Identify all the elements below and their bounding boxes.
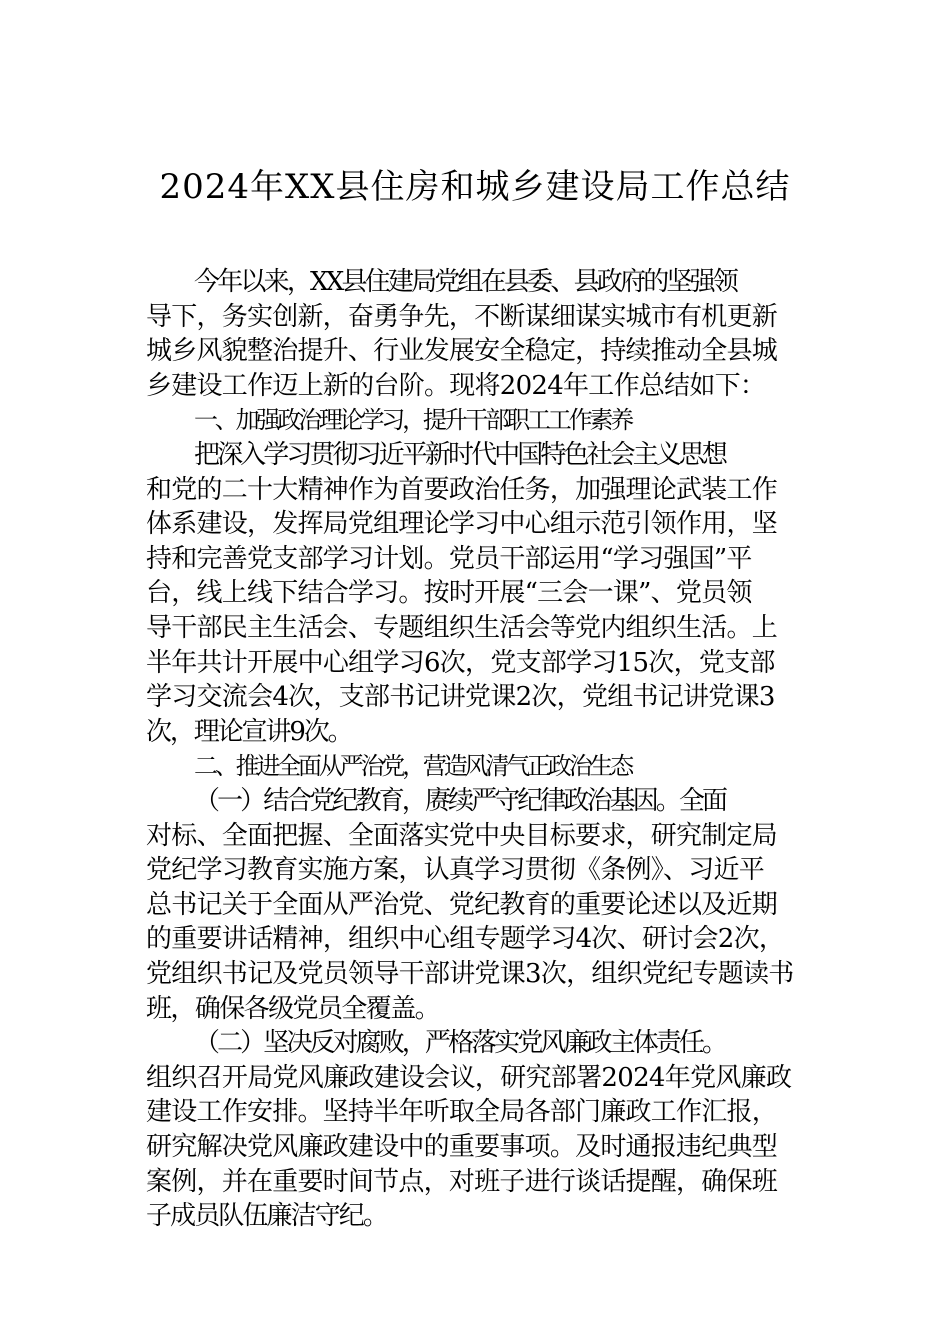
paragraph-line: 体系建设，发挥局党组理论学习中心组示范引领作用，坚 [146,509,778,540]
paragraph-line: 今年以来，XX县住建局党组在县委、县政府的坚强领 [194,267,737,297]
paragraph-line: 组织召开局党风廉政建设会议，研究部署2024年党风廉政 [146,1062,792,1093]
document-title: 2024年XX县住房和城乡建设局工作总结 [159,167,791,207]
paragraph-line: 对标、全面把握、全面落实党中央目标要求，研究制定局 [146,820,778,851]
paragraph-line: 班，确保各级党员全覆盖。 [146,993,440,1024]
paragraph-line: 党组织书记及党员领导干部讲党课3次，组织党纪专题读书 [146,959,794,989]
paragraph-line: 研究解决党风廉政建设中的重要事项。及时通报违纪典型 [146,1132,778,1162]
paragraph-line: 建设工作安排。坚持半年听取全局各部门廉政工作汇报， [146,1097,778,1128]
paragraph-line: 导干部民主生活会、专题组织生活会等党内组织生活。上 [146,613,778,643]
paragraph-line: 次，理论宣讲9次。 [146,716,352,747]
paragraph-line: 台，线上线下结合学习。按时开展“三会一课”、党员领 [146,578,752,609]
paragraph-line: 持和完善党支部学习计划。党员干部运用“学习强国”平 [146,543,752,574]
paragraph-line: 导下，务实创新，奋勇争先，不断谋细谋实城市有机更新 [146,301,778,332]
paragraph-line: 把深入学习贯彻习近平新时代中国特色社会主义思想 [194,440,726,470]
paragraph-line: 的重要讲话精神，组织中心组专题学习4次、研讨会2次， [146,924,785,955]
paragraph-line: 党纪学习教育实施方案，认真学习贯彻《条例》、习近平 [146,855,765,886]
section-heading: 二、推进全面从严治党，营造风清气正政治生态 [194,752,632,781]
paragraph-line: 子成员队伍廉洁守纪。 [146,1201,388,1232]
paragraph-line: 半年共计开展中心组学习6次，党支部学习15次，党支部 [146,647,775,678]
paragraph-line: 学习交流会4次，支部书记讲党课2次，党组书记讲党课3 [146,682,775,713]
section-heading: 一、加强政治理论学习，提升干部职工工作素养 [194,406,632,435]
paragraph-line: 城乡风貌整治提升、行业发展安全稳定，持续推动全县城 [146,336,778,367]
paragraph-line: （一）结合党纪教育，赓续严守纪律政治基因。全面 [194,786,726,816]
paragraph-line: 总书记关于全面从严治党、党纪教育的重要论述以及近期 [146,889,778,920]
paragraph-line: 乡建设工作迈上新的台阶。现将2024年工作总结如下： [146,370,766,401]
paragraph-line: （二）坚决反对腐败，严格落实党风廉政主体责任。 [194,1028,726,1059]
paragraph-line: 和党的二十大精神作为首要政治任务，加强理论武装工作 [146,474,778,505]
paragraph-line: 案例，并在重要时间节点，对班子进行谈话提醒，确保班 [146,1166,778,1197]
